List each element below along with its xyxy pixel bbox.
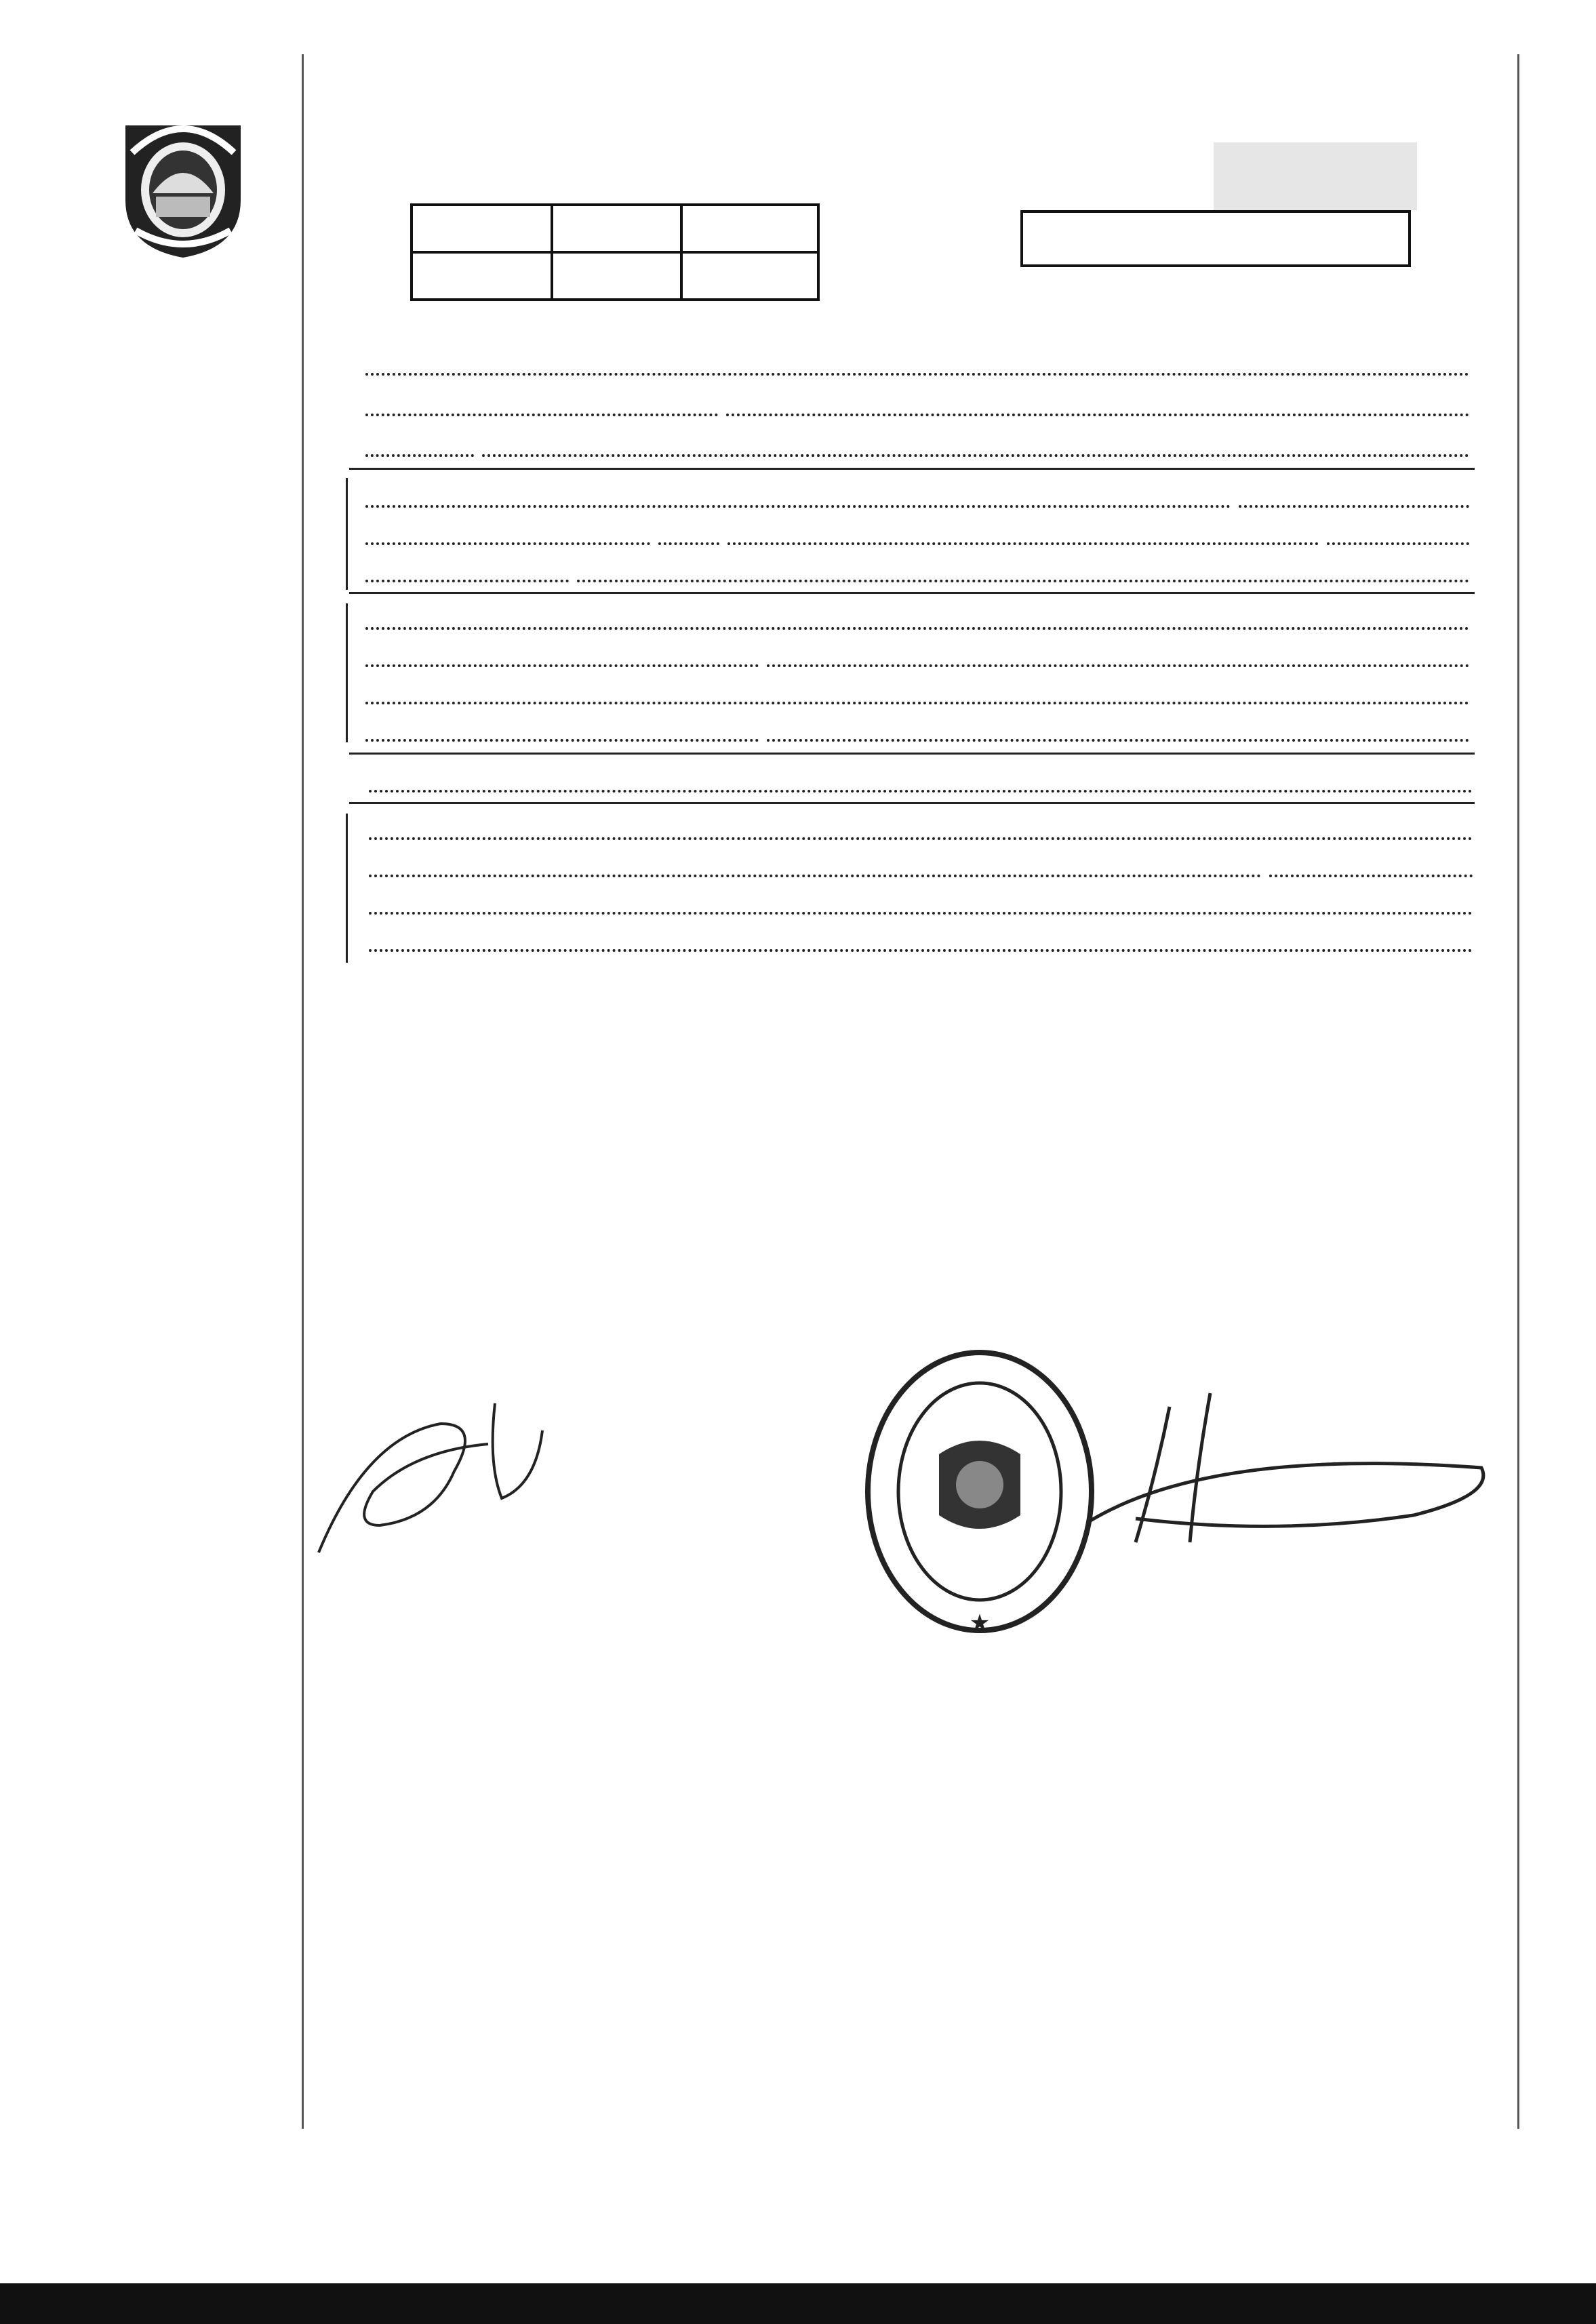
registry-value-anio: [681, 252, 818, 300]
registry-header-anio: [681, 205, 818, 252]
dni-barcode-sticker: [349, 1051, 946, 1308]
svg-text:★: ★: [969, 1610, 991, 1636]
row-inscripcion: [361, 427, 1473, 462]
row-nombre: [361, 478, 1473, 513]
footer-id-bar: [0, 2283, 1596, 2324]
row-obra: [365, 922, 1477, 957]
registry-value-tomo: [412, 252, 552, 300]
nacido-bar: [346, 478, 348, 590]
left-margin-line: [302, 54, 304, 2129]
row-madre-doc: [361, 712, 1473, 747]
registry-table: [410, 203, 820, 301]
official-stamp: [851, 1346, 1109, 1651]
divider-3: [349, 753, 1475, 755]
row-domicilio: [365, 885, 1477, 920]
provincial-seal-logo: [112, 112, 254, 264]
row-declarante: [365, 847, 1477, 883]
sticker-bottom-marks: [356, 1264, 946, 1305]
registry-header-tomo: [412, 205, 552, 252]
serial-number: [1214, 142, 1417, 210]
declarant-signature: [312, 1383, 570, 1559]
barcode: [464, 1190, 831, 1264]
divider-2: [349, 592, 1475, 594]
divider-1: [349, 468, 1475, 470]
padres-bar: [346, 603, 348, 742]
divider-4: [349, 802, 1475, 804]
row-padre: [361, 600, 1473, 635]
certificate-type-box: [1020, 210, 1411, 267]
declarante-bar: [346, 814, 348, 963]
row-sexo: [361, 515, 1473, 550]
registry-value-acta: [552, 252, 681, 300]
row-lugar: [361, 346, 1473, 381]
row-hora: [361, 553, 1473, 588]
row-apellido: [365, 763, 1477, 798]
row-fecha: [361, 386, 1473, 422]
row-certificado: [365, 810, 1477, 845]
registry-header-acta: [552, 205, 681, 252]
row-madre: [361, 675, 1473, 710]
official-signature: [1075, 1386, 1495, 1563]
sticker-top-marks: [349, 1051, 946, 1091]
row-padre-doc: [361, 637, 1473, 673]
right-margin-line: [1517, 54, 1519, 2129]
